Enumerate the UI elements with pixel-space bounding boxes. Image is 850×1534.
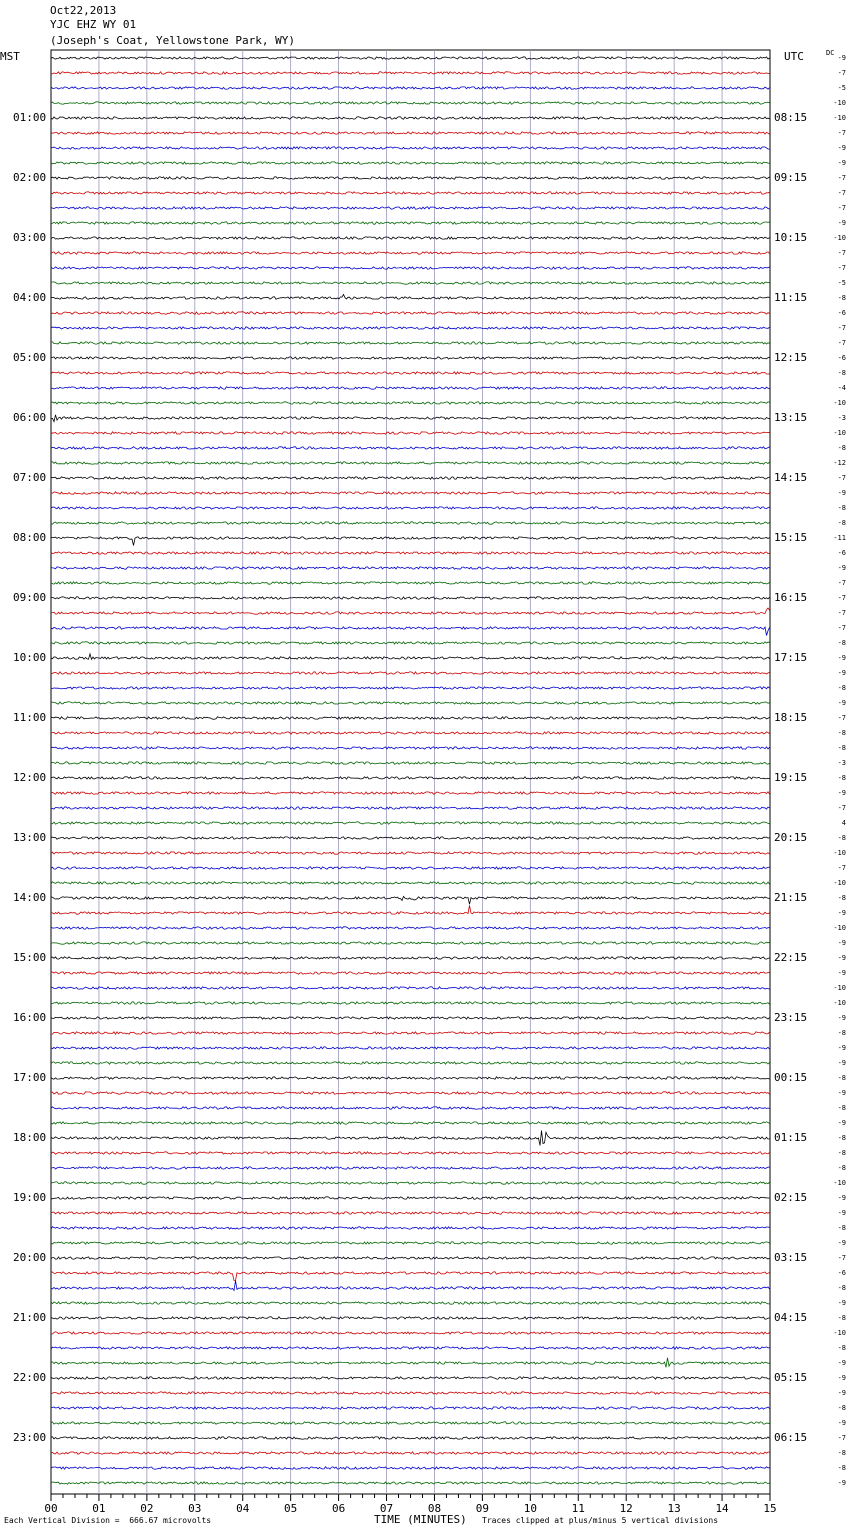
trace-line bbox=[51, 882, 770, 884]
trace-offset: -10 bbox=[833, 234, 846, 242]
x-tick-label: 07 bbox=[379, 1502, 394, 1515]
trace-line bbox=[51, 654, 770, 659]
x-tick-label: 14 bbox=[715, 1502, 729, 1515]
trace-offset: -7 bbox=[837, 174, 846, 182]
trace-line bbox=[51, 1358, 770, 1368]
trace-offset: -5 bbox=[837, 279, 846, 287]
trace-offset: -3 bbox=[837, 759, 846, 767]
trace-offset: -9 bbox=[837, 144, 846, 152]
utc-hour-label: 19:15 bbox=[774, 771, 808, 784]
trace-offset: -10 bbox=[833, 999, 846, 1007]
mst-hour-label: 14:00 bbox=[13, 891, 47, 904]
trace-offset: -9 bbox=[837, 1359, 846, 1367]
trace-offset: -9 bbox=[837, 1059, 846, 1067]
mst-hour-label: 04:00 bbox=[13, 291, 47, 304]
trace-offset: -8 bbox=[837, 1449, 846, 1457]
trace-offset: -8 bbox=[837, 1344, 846, 1352]
trace-offset: -7 bbox=[837, 594, 846, 602]
trace-offset: -10 bbox=[833, 114, 846, 122]
trace-line bbox=[51, 177, 770, 179]
trace-line bbox=[51, 1332, 770, 1334]
utc-hour-label: 23:15 bbox=[774, 1011, 808, 1024]
mst-hour-label: 23:00 bbox=[13, 1431, 47, 1444]
trace-offset: -9 bbox=[837, 1389, 846, 1397]
utc-hour-label: 21:15 bbox=[774, 891, 808, 904]
trace-offset: -7 bbox=[837, 1434, 846, 1442]
trace-offset: -6 bbox=[837, 309, 846, 317]
trace-line bbox=[51, 267, 770, 269]
trace-line bbox=[51, 1152, 770, 1154]
x-tick-label: 12 bbox=[619, 1502, 633, 1515]
trace-line bbox=[51, 747, 770, 749]
trace-line bbox=[51, 1002, 770, 1004]
trace-line bbox=[51, 462, 770, 464]
trace-offset: -8 bbox=[837, 1164, 846, 1172]
trace-line bbox=[51, 567, 770, 569]
utc-hour-label: 04:15 bbox=[774, 1311, 808, 1324]
trace-offset: -8 bbox=[837, 639, 846, 647]
trace-line bbox=[51, 357, 770, 359]
trace-line bbox=[51, 1272, 770, 1281]
mst-hour-label: 16:00 bbox=[13, 1011, 47, 1024]
trace-line bbox=[51, 1047, 770, 1049]
trace-offset: -8 bbox=[837, 1284, 846, 1292]
utc-hour-label: 15:15 bbox=[774, 531, 808, 544]
trace-offset: -8 bbox=[837, 1134, 846, 1142]
trace-line bbox=[51, 1062, 770, 1064]
trace-offset: -6 bbox=[837, 354, 846, 362]
trace-offset: -9 bbox=[837, 159, 846, 167]
utc-hour-label: 09:15 bbox=[774, 171, 808, 184]
utc-hour-label: 08:15 bbox=[774, 111, 808, 124]
trace-line bbox=[51, 1017, 770, 1019]
trace-line bbox=[51, 1281, 770, 1291]
seismic-traces bbox=[51, 57, 770, 1484]
utc-hour-label: 14:15 bbox=[774, 471, 808, 484]
station-location: (Joseph's Coat, Yellowstone Park, WY) bbox=[50, 34, 296, 47]
trace-offset: -8 bbox=[837, 1404, 846, 1412]
trace-offset: -9 bbox=[837, 54, 846, 62]
mst-hour-label: 22:00 bbox=[13, 1371, 47, 1384]
trace-offset: -9 bbox=[837, 1299, 846, 1307]
trace-offset: -6 bbox=[837, 1269, 846, 1277]
trace-line bbox=[51, 1392, 770, 1394]
station-code: YJC EHZ WY 01 bbox=[50, 18, 137, 31]
trace-offset: -4 bbox=[837, 384, 846, 392]
trace-line bbox=[51, 1077, 770, 1079]
trace-line bbox=[51, 852, 770, 854]
trace-line bbox=[51, 732, 770, 734]
trace-line bbox=[51, 117, 770, 119]
trace-offset: -9 bbox=[837, 219, 846, 227]
trace-line bbox=[51, 792, 770, 794]
trace-line bbox=[51, 537, 770, 546]
trace-offset: -8 bbox=[837, 1029, 846, 1037]
trace-line bbox=[51, 957, 770, 959]
mst-hour-label: 19:00 bbox=[13, 1191, 47, 1204]
trace-offset: -11 bbox=[833, 534, 846, 542]
trace-line bbox=[51, 295, 770, 300]
trace-offset: -8 bbox=[837, 444, 846, 452]
trace-offset: -9 bbox=[837, 1194, 846, 1202]
trace-line bbox=[51, 552, 770, 554]
trace-line bbox=[51, 312, 770, 314]
trace-line bbox=[51, 927, 770, 929]
trace-offset: -7 bbox=[837, 264, 846, 272]
trace-offset: -10 bbox=[833, 429, 846, 437]
trace-line bbox=[51, 867, 770, 869]
trace-line bbox=[51, 87, 770, 89]
mst-hour-label: 12:00 bbox=[13, 771, 47, 784]
trace-line bbox=[51, 687, 770, 689]
trace-offset: -9 bbox=[837, 969, 846, 977]
trace-offset: -10 bbox=[833, 924, 846, 932]
trace-offset: -7 bbox=[837, 624, 846, 632]
utc-hour-label: 06:15 bbox=[774, 1431, 808, 1444]
trace-offset: -8 bbox=[837, 774, 846, 782]
trace-offset: -9 bbox=[837, 909, 846, 917]
trace-offset: -9 bbox=[837, 699, 846, 707]
mst-hour-label: 17:00 bbox=[13, 1071, 47, 1084]
trace-line bbox=[51, 387, 770, 389]
mst-hour-label: 13:00 bbox=[13, 831, 47, 844]
trace-offset: -7 bbox=[837, 324, 846, 332]
trace-offset: -8 bbox=[837, 369, 846, 377]
trace-line bbox=[51, 1482, 770, 1484]
trace-line bbox=[51, 57, 770, 59]
trace-line bbox=[51, 132, 770, 134]
trace-offset: -9 bbox=[837, 1419, 846, 1427]
trace-offset: -10 bbox=[833, 984, 846, 992]
trace-line bbox=[51, 162, 770, 164]
trace-line bbox=[51, 237, 770, 239]
trace-line bbox=[51, 252, 770, 254]
utc-hour-label: 00:15 bbox=[774, 1071, 808, 1084]
trace-line bbox=[51, 1437, 770, 1439]
trace-line bbox=[51, 1107, 770, 1109]
trace-offset: -8 bbox=[837, 1464, 846, 1472]
mst-hour-label: 05:00 bbox=[13, 351, 47, 364]
utc-hour-label: 13:15 bbox=[774, 411, 808, 424]
trace-line bbox=[51, 1452, 770, 1454]
clipping-note: Traces clipped at plus/minus 5 vertical divisions bbox=[482, 1516, 719, 1525]
trace-offset: -5 bbox=[837, 84, 846, 92]
trace-line bbox=[51, 415, 770, 422]
trace-line bbox=[51, 1377, 770, 1379]
mst-hour-label: 06:00 bbox=[13, 411, 47, 424]
x-tick-label: 11 bbox=[571, 1502, 585, 1515]
trace-offset: -10 bbox=[833, 1179, 846, 1187]
x-tick-label: 09 bbox=[475, 1502, 490, 1515]
x-tick-label: 04 bbox=[236, 1502, 250, 1515]
x-tick-label: 13 bbox=[667, 1502, 681, 1515]
trace-line bbox=[51, 1122, 770, 1124]
mst-hour-label: 18:00 bbox=[13, 1131, 47, 1144]
trace-line bbox=[51, 1212, 770, 1214]
trace-line bbox=[51, 1317, 770, 1319]
trace-line bbox=[51, 102, 770, 104]
trace-line bbox=[51, 762, 770, 764]
trace-offset: -8 bbox=[837, 1314, 846, 1322]
utc-hour-label: 10:15 bbox=[774, 231, 808, 244]
trace-offset: -7 bbox=[837, 864, 846, 872]
trace-offset: -12 bbox=[833, 459, 846, 467]
trace-offset: -9 bbox=[837, 1479, 846, 1487]
trace-offset: -7 bbox=[837, 1254, 846, 1262]
trace-offset: -9 bbox=[837, 1119, 846, 1127]
trace-line bbox=[51, 207, 770, 209]
trace-line bbox=[51, 342, 770, 344]
mst-hour-label: 15:00 bbox=[13, 951, 47, 964]
trace-line bbox=[51, 582, 770, 584]
plot-date: Oct22,2013 bbox=[50, 4, 117, 17]
time-axis bbox=[51, 1494, 770, 1501]
trace-offset: -9 bbox=[837, 1014, 846, 1022]
trace-offset: -9 bbox=[837, 1239, 846, 1247]
trace-line bbox=[51, 507, 770, 509]
trace-offset: -10 bbox=[833, 849, 846, 857]
trace-line bbox=[51, 906, 770, 915]
trace-offset: -7 bbox=[837, 609, 846, 617]
trace-line bbox=[51, 822, 770, 824]
trace-offset: -8 bbox=[837, 729, 846, 737]
trace-offset: -7 bbox=[837, 474, 846, 482]
trace-line bbox=[51, 477, 770, 479]
trace-line bbox=[51, 1422, 770, 1424]
mst-hour-label: 11:00 bbox=[13, 711, 47, 724]
mst-hour-label: 09:00 bbox=[13, 591, 47, 604]
trace-line bbox=[51, 627, 770, 636]
mst-hour-label: 21:00 bbox=[13, 1311, 47, 1324]
trace-offset: -8 bbox=[837, 1224, 846, 1232]
trace-offset: -9 bbox=[837, 1374, 846, 1382]
utc-hour-label: 18:15 bbox=[774, 711, 808, 724]
trace-line bbox=[51, 147, 770, 149]
trace-offset: -10 bbox=[833, 399, 846, 407]
trace-offset: -9 bbox=[837, 1089, 846, 1097]
trace-line bbox=[51, 942, 770, 944]
trace-line bbox=[51, 1257, 770, 1259]
trace-line bbox=[51, 1182, 770, 1184]
utc-hour-label: 11:15 bbox=[774, 291, 808, 304]
x-tick-label: 08 bbox=[427, 1502, 442, 1515]
utc-hour-label: 16:15 bbox=[774, 591, 808, 604]
trace-line bbox=[51, 1467, 770, 1469]
trace-offset: -9 bbox=[837, 564, 846, 572]
trace-line bbox=[51, 372, 770, 374]
trace-line bbox=[51, 1197, 770, 1199]
trace-offset: -8 bbox=[837, 504, 846, 512]
trace-offset: -10 bbox=[833, 879, 846, 887]
utc-timezone-label: UTC bbox=[784, 50, 804, 63]
trace-line bbox=[51, 432, 770, 434]
trace-offset: -8 bbox=[837, 1104, 846, 1112]
x-tick-label: 03 bbox=[188, 1502, 202, 1515]
trace-offset: -6 bbox=[837, 549, 846, 557]
trace-line bbox=[51, 597, 770, 599]
trace-line bbox=[51, 1407, 770, 1409]
trace-offset: -7 bbox=[837, 129, 846, 137]
trace-offset: -7 bbox=[837, 249, 846, 257]
scale-note: Each Vertical Division = 666.67 microvolts bbox=[4, 1516, 212, 1525]
utc-hour-label: 20:15 bbox=[774, 831, 808, 844]
trace-line bbox=[51, 837, 770, 839]
trace-line bbox=[51, 402, 770, 404]
trace-offset: -8 bbox=[837, 834, 846, 842]
trace-line bbox=[51, 642, 770, 644]
mst-hour-label: 08:00 bbox=[13, 531, 47, 544]
utc-hour-label: 17:15 bbox=[774, 651, 808, 664]
x-tick-label: 15 bbox=[763, 1502, 777, 1515]
dc-offset-header: DC bbox=[826, 49, 835, 57]
trace-offset: 4 bbox=[841, 819, 846, 827]
utc-hour-label: 02:15 bbox=[774, 1191, 808, 1204]
trace-offset: -7 bbox=[837, 69, 846, 77]
mst-hour-label: 07:00 bbox=[13, 471, 47, 484]
x-axis-title: TIME (MINUTES) bbox=[374, 1513, 467, 1526]
trace-line bbox=[51, 282, 770, 284]
x-tick-label: 01 bbox=[92, 1502, 106, 1515]
local-timezone-label: MST bbox=[0, 50, 20, 63]
trace-line bbox=[51, 327, 770, 329]
trace-line bbox=[51, 672, 770, 674]
trace-line bbox=[51, 1227, 770, 1229]
trace-line bbox=[51, 72, 770, 74]
trace-offset: -7 bbox=[837, 579, 846, 587]
trace-line bbox=[51, 1347, 770, 1349]
trace-line bbox=[51, 972, 770, 974]
trace-offset: -9 bbox=[837, 489, 846, 497]
trace-offset: -7 bbox=[837, 714, 846, 722]
trace-offset: -9 bbox=[837, 1209, 846, 1217]
trace-offset: -7 bbox=[837, 339, 846, 347]
trace-line bbox=[51, 896, 770, 904]
trace-line bbox=[51, 608, 770, 614]
trace-offset: -8 bbox=[837, 1074, 846, 1082]
x-tick-label: 02 bbox=[140, 1502, 154, 1515]
trace-offset: -8 bbox=[837, 744, 846, 752]
trace-offset: -8 bbox=[837, 684, 846, 692]
trace-offset: -9 bbox=[837, 789, 846, 797]
utc-hour-label: 12:15 bbox=[774, 351, 808, 364]
trace-line bbox=[51, 1302, 770, 1304]
trace-line bbox=[51, 1092, 770, 1094]
time-gridlines bbox=[51, 50, 770, 1494]
trace-offset: -8 bbox=[837, 519, 846, 527]
trace-line bbox=[51, 1167, 770, 1169]
trace-line bbox=[51, 222, 770, 224]
trace-line bbox=[51, 1032, 770, 1034]
trace-line bbox=[51, 987, 770, 989]
trace-line bbox=[51, 777, 770, 779]
trace-line bbox=[51, 702, 770, 704]
mst-hour-label: 20:00 bbox=[13, 1251, 47, 1264]
utc-hour-label: 22:15 bbox=[774, 951, 808, 964]
mst-hour-label: 01:00 bbox=[13, 111, 47, 124]
trace-line bbox=[51, 492, 770, 494]
plot-frame bbox=[51, 50, 770, 1494]
trace-offset: -10 bbox=[833, 99, 846, 107]
x-tick-label: 10 bbox=[523, 1502, 537, 1515]
trace-offset: -8 bbox=[837, 894, 846, 902]
trace-line bbox=[51, 717, 770, 719]
trace-offset: -9 bbox=[837, 939, 846, 947]
x-tick-label: 05 bbox=[284, 1502, 298, 1515]
trace-offset: -7 bbox=[837, 189, 846, 197]
trace-line bbox=[51, 807, 770, 809]
mst-hour-label: 10:00 bbox=[13, 651, 47, 664]
trace-offset: -7 bbox=[837, 204, 846, 212]
trace-line bbox=[51, 1242, 770, 1244]
utc-hour-label: 03:15 bbox=[774, 1251, 808, 1264]
trace-offset: -8 bbox=[837, 294, 846, 302]
x-tick-label: 00 bbox=[44, 1502, 58, 1515]
trace-offset: -7 bbox=[837, 804, 846, 812]
x-tick-label: 06 bbox=[331, 1502, 346, 1515]
utc-hour-label: 01:15 bbox=[774, 1131, 808, 1144]
trace-offset: -8 bbox=[837, 1149, 846, 1157]
mst-hour-label: 03:00 bbox=[13, 231, 47, 244]
trace-offset: -9 bbox=[837, 654, 846, 662]
trace-offset: -9 bbox=[837, 669, 846, 677]
utc-hour-label: 05:15 bbox=[774, 1371, 808, 1384]
trace-line bbox=[51, 447, 770, 449]
mst-hour-label: 02:00 bbox=[13, 171, 47, 184]
trace-offset: -9 bbox=[837, 954, 846, 962]
trace-line bbox=[51, 192, 770, 194]
trace-offset: -3 bbox=[837, 414, 846, 422]
trace-offset: -10 bbox=[833, 1329, 846, 1337]
trace-line bbox=[51, 522, 770, 524]
trace-line bbox=[51, 1131, 770, 1146]
trace-offset: -9 bbox=[837, 1044, 846, 1052]
